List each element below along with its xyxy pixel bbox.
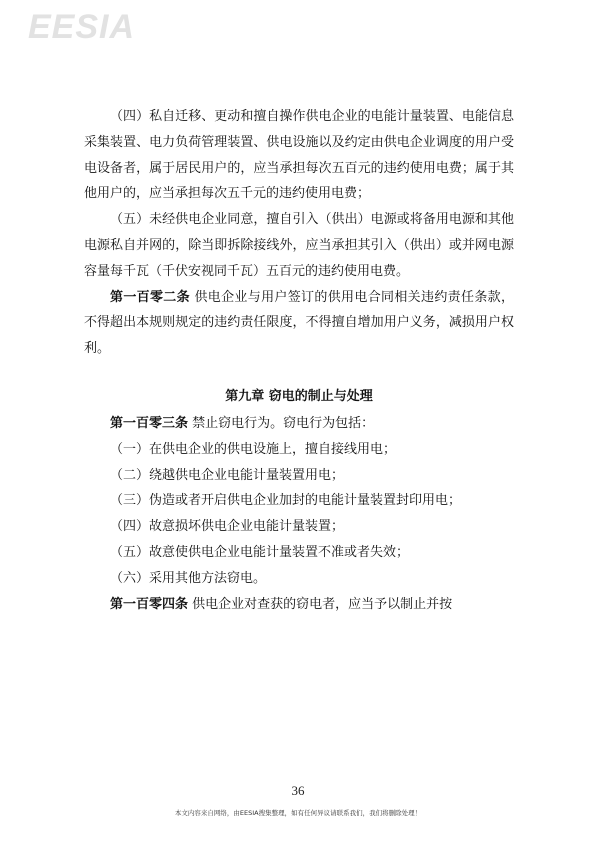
theft-item-4: （四）故意损坏供电企业电能计量装置； bbox=[110, 519, 345, 535]
paragraph-item-5: （五）未经供电企业同意，擅自引入（供出）电源或将备用电源和其他电源私自并网的，除当即拆除接线外，应当承担其引入（供出）或并网电源容量每千瓦（千伏安视同千瓦）五百元的违约使用电费。 bbox=[84, 212, 514, 279]
theft-item-1: （一）在供电企业的供电设施上，擅自接线用电； bbox=[110, 441, 397, 457]
article-104 bbox=[84, 592, 514, 618]
article-103-number: 第一百零三条 bbox=[110, 415, 189, 431]
article-103-text: 禁止窃电行为。窃电行为包括： bbox=[192, 415, 375, 431]
article-104-text: 供电企业对查获的窃电者，应当予以制止并按 bbox=[192, 596, 453, 612]
section-gap bbox=[84, 362, 514, 384]
chapter-title: 第九章 窃电的制止与处理 bbox=[225, 388, 373, 404]
paragraph-item-4: （四）私自迁移、更动和擅自操作供电企业的电能计量装置、电能信息采集装置、电力负荷管理装置、供电设施以及约定由供电企业调度的用户受电设备者，属于居民用户的，应当承担每次五百元的违约使用电费；属于其他用户的，应当承担每次五千元的违约使用电费； bbox=[84, 109, 514, 202]
article-102-number: 第一百零二条 bbox=[110, 289, 190, 305]
theft-item-5: （五）故意使供电企业电能计量装置不准或者失效； bbox=[110, 544, 410, 560]
footer-notice: 本文内容来自网络，由EESIA搜集整理，如有任何异议请联系我们，我们将删除处理！ bbox=[174, 809, 422, 817]
eesia-logo: EESIA bbox=[28, 8, 136, 46]
article-103 bbox=[84, 411, 514, 437]
theft-item-6: （六）采用其他方法窃电。 bbox=[110, 570, 267, 586]
theft-item-2: （二）绕越供电企业电能计量装置用电； bbox=[110, 467, 345, 483]
article-104-number: 第一百零四条 bbox=[110, 596, 189, 612]
theft-item-3: （三）伪造或者开启供电企业加封的电能计量装置封印用电； bbox=[110, 493, 462, 509]
article-102-text: 供电企业与用户签订的供用电合同相关违约责任条款，不得超出本规则规定的违约责任限度，不得擅自增加用户义务，减损用户权利。 bbox=[84, 289, 514, 357]
article-102 bbox=[84, 285, 514, 362]
document-body bbox=[84, 104, 514, 617]
page-number: 36 bbox=[291, 783, 305, 798]
